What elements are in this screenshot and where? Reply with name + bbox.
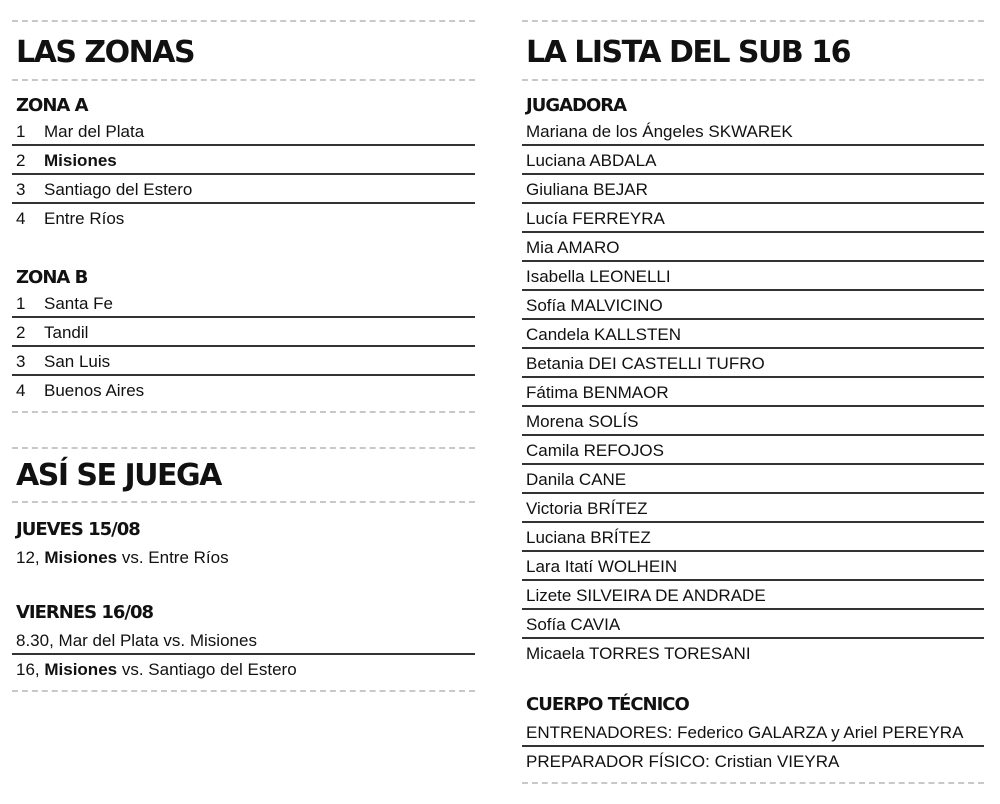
player-row: Lizete SILVEIRA DE ANDRADE	[522, 581, 984, 610]
position-number: 1	[16, 294, 26, 313]
match-text: 12,	[16, 548, 45, 567]
juega-title: ASÍ SE JUEGA	[16, 458, 221, 493]
day-title: VIERNES 16/08	[16, 602, 154, 623]
zona-a-item	[12, 204, 475, 233]
team-name: Santa Fe	[44, 294, 113, 313]
match-row	[12, 655, 475, 684]
zonas-title: LAS ZONAS	[16, 35, 195, 70]
team-name: Misiones	[44, 151, 117, 170]
divider	[12, 690, 475, 692]
player-row: Mia AMARO	[522, 233, 984, 262]
zona-a-list	[12, 117, 475, 233]
jugadora-header: JUGADORA	[526, 95, 627, 116]
team-name: Santiago del Estero	[44, 180, 193, 199]
player-row: Danila CANE	[522, 465, 984, 494]
staff-row: PREPARADOR FÍSICO: Cristian VIEYRA	[526, 752, 840, 771]
player-row: Isabella LEONELLI	[522, 262, 984, 291]
team-name: San Luis	[44, 352, 111, 371]
lista-title: LA LISTA DEL SUB 16	[526, 35, 850, 70]
position-number: 1	[16, 122, 26, 141]
zona-a-item	[12, 146, 475, 175]
zona-a-item	[12, 117, 475, 146]
player-row: Sofía CAVIA	[522, 610, 984, 639]
position-number: 3	[16, 352, 26, 371]
divider	[522, 782, 984, 784]
player-row: Lara Itatí WOLHEIN	[522, 552, 984, 581]
position-number: 4	[16, 209, 26, 228]
player-row: Luciana BRÍTEZ	[522, 523, 984, 552]
player-row: Victoria BRÍTEZ	[522, 494, 984, 523]
match-team-highlight: Misiones	[44, 548, 118, 567]
right-column	[522, 0, 984, 784]
player-row: Camila REFOJOS	[522, 436, 984, 465]
position-number: 3	[16, 180, 26, 199]
player-row: Giuliana BEJAR	[522, 175, 984, 204]
zona-b-item	[12, 376, 475, 405]
match-row	[12, 626, 475, 655]
staff-row: ENTRENADORES: Federico GALARZA y Ariel PEREYRA	[522, 718, 984, 747]
player-row: Morena SOLÍS	[522, 407, 984, 436]
zona-a-title: ZONA A	[16, 95, 88, 116]
match-team-highlight: Misiones	[44, 660, 118, 679]
team-name: Tandil	[44, 323, 89, 342]
zona-b-item	[12, 347, 475, 376]
player-row: Mariana de los Ángeles SKWAREK	[522, 117, 984, 146]
position-number: 2	[16, 323, 26, 342]
zona-b-item	[12, 318, 475, 347]
player-row: Lucía FERREYRA	[522, 204, 984, 233]
left-column	[12, 0, 475, 692]
match-text: 8.30, Mar del Plata vs. Misiones	[16, 631, 257, 650]
match-text: vs. Entre Ríos	[117, 548, 229, 567]
player-row: Sofía MALVICINO	[522, 291, 984, 320]
zona-a-item	[12, 175, 475, 204]
position-number: 4	[16, 381, 26, 400]
player-row: Fátima BENMAOR	[522, 378, 984, 407]
match-text: 16,	[16, 660, 45, 679]
zona-b-item	[12, 289, 475, 318]
match-text: vs. Santiago del Estero	[117, 660, 297, 679]
player-list	[522, 117, 984, 668]
position-number: 2	[16, 151, 26, 170]
team-name: Buenos Aires	[44, 381, 145, 400]
day-title: JUEVES 15/08	[16, 519, 140, 540]
player-row: Luciana ABDALA	[522, 146, 984, 175]
cuerpo-tecnico-title: CUERPO TÉCNICO	[526, 694, 689, 715]
team-name: Mar del Plata	[44, 122, 145, 141]
zona-b-list	[12, 289, 475, 405]
player-row: Candela KALLSTEN	[522, 320, 984, 349]
zona-b-title: ZONA B	[16, 267, 88, 288]
team-name: Entre Ríos	[44, 209, 125, 228]
player-row: Betania DEI CASTELLI TUFRO	[522, 349, 984, 378]
player-row: Micaela TORRES TORESANI	[526, 644, 751, 663]
match-row	[12, 543, 475, 573]
